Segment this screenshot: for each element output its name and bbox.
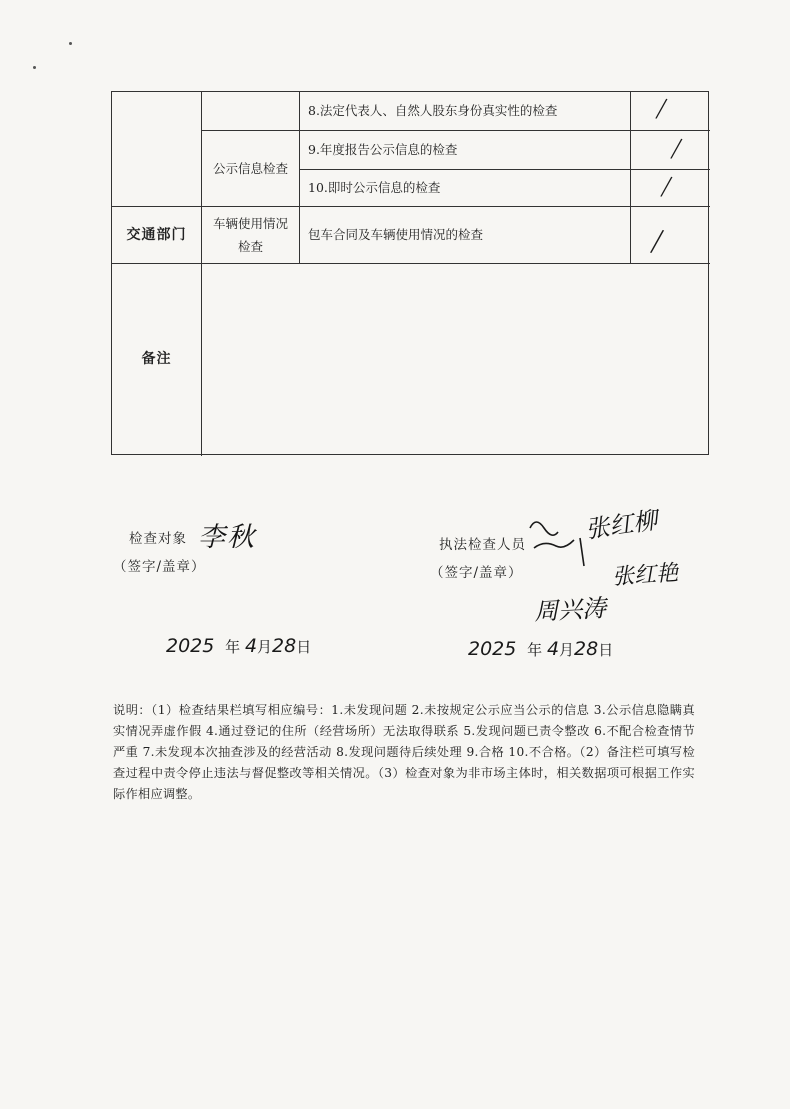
date-right — [468, 638, 613, 660]
date-month-char: 月 — [559, 641, 575, 659]
date-month-char: 月 — [257, 638, 273, 656]
table-rule — [630, 92, 631, 263]
remarks-label: 备注 — [141, 350, 172, 367]
target-label: 检查对象 — [129, 531, 187, 547]
result-mark: / — [658, 171, 674, 203]
date-day-char: 日 — [598, 641, 614, 659]
result-mark: / — [648, 223, 666, 260]
result-mark: / — [668, 133, 684, 165]
target-signature: 李秋 — [198, 522, 256, 553]
inspector-signature: 周兴涛 — [533, 594, 607, 626]
date-year: 2025 — [166, 635, 215, 657]
date-month: 4 — [546, 638, 560, 660]
inspector-signature: 张红艳 — [611, 560, 679, 591]
check-item-8 — [300, 92, 630, 130]
explanation-notes: 说明：（1）检查结果栏填写相应编号：1.未发现问题 2.未按规定公示应当公示的信息 3.公示信息隐瞒真实情况弄虚作假 4.通过登记的住所（经营场所）无法取得联系 5.发现问题已责令整改 6.不配合检查情节严重 7.未发现本次抽查涉及的经营活动 8.发现问题待后续处理 9.合格 10.不合格。（2）备注栏可填写检查过程中责令停止违法与督促整改等相关情况。（3）检查对象为非市场主体时，相关数据项可根据工作实际作相应调整。 — [113, 703, 695, 801]
date-left — [166, 635, 311, 657]
scan-speck — [33, 66, 36, 69]
date-day: 28 — [272, 635, 297, 657]
date-year-char: 年 — [225, 638, 241, 656]
check-item-9 — [300, 131, 630, 169]
date-year-char: 年 — [527, 641, 543, 659]
department-transport: 交通部门 — [126, 226, 187, 243]
inspection-table — [111, 91, 709, 455]
check-item-text: 包车合同及车辆使用情况的检查 — [308, 227, 484, 243]
result-mark: / — [653, 93, 669, 125]
check-item-text: 9.年度报告公示信息的检查 — [308, 142, 458, 158]
signature-flourish — [520, 508, 720, 578]
scan-speck — [69, 42, 72, 45]
check-item-text: 10.即时公示信息的检查 — [308, 180, 441, 196]
target-sign-note: （签字/盖章） — [113, 559, 206, 575]
date-year: 2025 — [468, 638, 517, 660]
inspector-label: 执法检查人员 — [439, 537, 526, 553]
date-day-char: 日 — [296, 638, 312, 656]
check-item-10 — [300, 170, 630, 206]
category-public-info: 公示信息检查 — [212, 160, 288, 176]
remarks-field — [202, 264, 710, 454]
check-item-charter — [300, 207, 630, 263]
category-vehicle-use: 车辆使用情况 检查 — [212, 215, 288, 254]
inspector-sign-note: （签字/盖章） — [430, 565, 523, 581]
check-item-text: 8.法定代表人、自然人股东身份真实性的检查 — [308, 103, 558, 119]
inspector-signature: 张红柳 — [583, 506, 659, 544]
date-month: 4 — [244, 635, 258, 657]
date-day: 28 — [574, 638, 599, 660]
